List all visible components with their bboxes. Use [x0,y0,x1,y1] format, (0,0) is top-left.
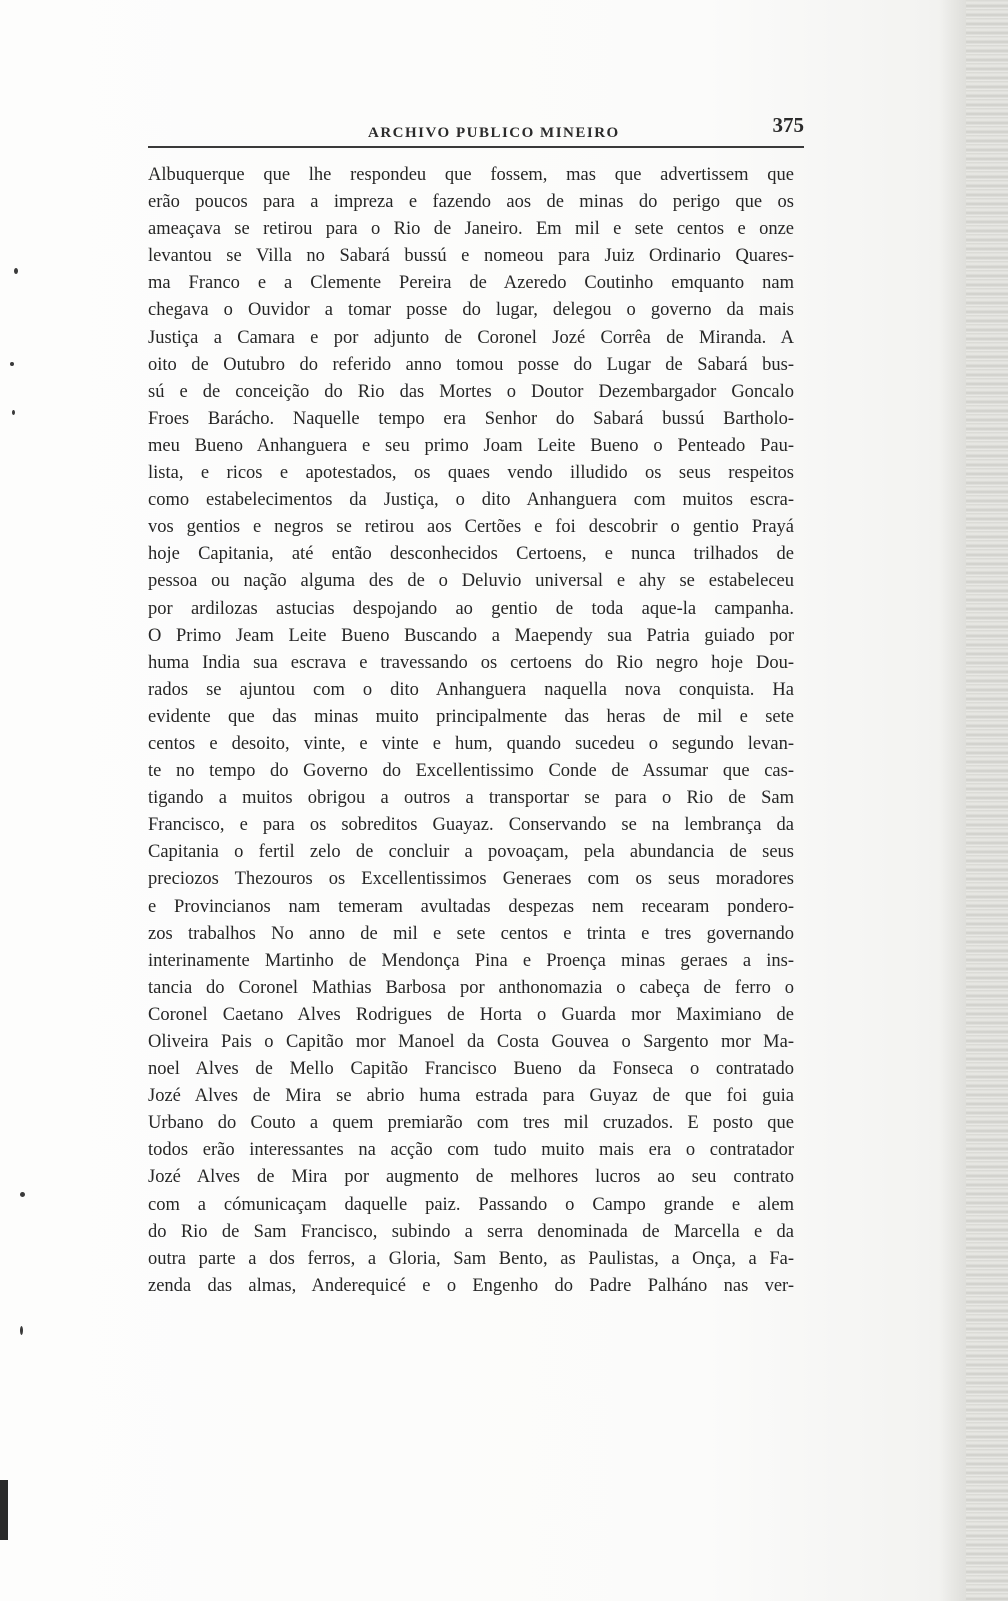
text-line: ameaçava se retirou para o Rio de Janeiro. Em mil e sete centos e onze [148,219,794,240]
margin-speck [20,1192,25,1197]
text-line: meu Bueno Anhanguera e seu primo Joam Leite Bueno o Penteado Pau- [148,435,794,456]
margin-speck [12,410,15,415]
text-line: oito de Outubro do referido anno tomou posse do Lugar de Sabará bus- [148,354,794,375]
running-title: ARCHIVO PUBLICO MINEIRO [368,125,620,141]
text-line: chegava o Ouvidor a tomar posse do lugar, delegou o governo da mais [148,300,794,321]
text-line: zos trabalhos No anno de mil e sete centos e trinta e tres governando [148,923,794,944]
text-line: Francisco, e para os sobreditos Guayaz. Conservando se na lembrança da [148,815,794,836]
margin-speck [10,362,14,366]
text-line: outra parte a dos ferros, a Gloria, Sam Bento, as Paulistas, a Onça, a Fa- [148,1248,794,1269]
text-line: Albuquerque que lhe respondeu que fossem, mas que advertissem que [148,165,794,185]
text-line: Justiça a Camara e por adjunto de Coronel Jozé Corrêa de Miranda. A [148,327,794,348]
text-line: lista, e ricos e apotestados, os quaes vendo illudido os seus respeitos [148,463,794,484]
text-line: com a cómunicaçam daquelle paiz. Passando o Campo grande e alem [148,1194,794,1215]
text-line: por ardilozas astucias despojando ao gentio de toda aque-la campanha. [148,598,794,619]
text-line: pessoa ou nação alguma des de o Deluvio universal e ahy se estabeleceu [148,571,794,592]
page-edge-shadow [940,0,966,1601]
text-line: como estabelecimentos da Justiça, o dito Anhanguera com muitos escra- [148,490,794,511]
scan-edge-mark [0,1480,8,1540]
header-rule [148,146,804,148]
text-line: rados se ajuntou com o dito Anhanguera naquella nova conquista. Ha [148,679,794,700]
text-line: O Primo Jeam Leite Bueno Buscando a Maependy sua Patria guiado por [148,625,794,646]
text-line: tigando a muitos obrigou a outros a transportar se para o Rio de Sam [148,788,794,809]
text-line: evidente que das minas muito principalmente das heras de mil e sete [148,706,794,727]
text-line: do Rio de Sam Francisco, subindo a serra denominada de Marcella e da [148,1221,794,1242]
text-line: interinamente Martinho de Mendonça Pina e Proença minas geraes a ins- [148,950,794,971]
text-line: te no tempo do Governo do Excellentissimo Conde de Assumar que cas- [148,761,794,782]
text-line: tancia do Coronel Mathias Barbosa por anthonomazia o cabeça de ferro o [148,977,794,998]
text-line: preciozos Thezouros os Excellentissimos Generaes com os seus moradores [148,869,794,890]
text-line: Jozé Alves de Mira se abrio huma estrada para Guyaz de que foi guia [148,1086,794,1107]
text-line: Jozé Alves de Mira por augmento de melhores lucros ao seu contrato [148,1167,794,1188]
text-line: huma India sua escrava e travessando os certoens do Rio negro hoje Dou- [148,652,794,673]
text-line: noel Alves de Mello Capitão Francisco Bueno da Fonseca o contratado [148,1059,794,1080]
margin-speck [20,1326,23,1335]
text-line: sú e de conceição do Rio das Mortes o Doutor Dezembargador Goncalo [148,381,794,402]
text-line: Coronel Caetano Alves Rodrigues de Horta o Guarda mor Maximiano de [148,1004,794,1025]
text-line: zenda das almas, Anderequicé e o Engenho do Padre Palháno nas ver- [148,1275,794,1296]
text-line: Froes Barácho. Naquelle tempo era Senhor do Sabará bussú Bartholo- [148,408,794,429]
body-text [148,162,794,1300]
text-line: centos e desoito, vinte, e vinte e hum, quando sucedeu o segundo levan- [148,733,794,754]
text-line: Urbano do Couto a quem premiarão com tres mil cruzados. E posto que [148,1113,794,1134]
text-line: ma Franco e a Clemente Pereira de Azeredo Coutinho emquanto nam [148,273,794,294]
text-line: e Provincianos nam temeram avultadas despezas nem recearam pondero- [148,896,794,917]
text-line: Oliveira Pais o Capitão mor Manoel da Costa Gouvea o Sargento mor Ma- [148,1032,794,1052]
text-line: levantou se Villa no Sabará bussú e nomeou para Juiz Ordinario Quares- [148,246,794,267]
text-line: todos erão interessantes na acção com tudo muito mais era o contratador [148,1140,794,1161]
text-line: hoje Capitania, até então desconhecidos Certoens, e nunca trilhados de [148,544,794,565]
margin-speck [14,268,18,274]
text-line: Capitania o fertil zelo de concluir a povoaçam, pela abundancia de seus [148,842,794,863]
running-header [148,113,804,147]
text-line: erão poucos para a impreza e fazendo aos de minas do perigo que os [148,192,794,213]
page-edge-binding [966,0,1008,1601]
text-line: vos gentios e negros se retirou aos Certões e foi descobrir o gentio Prayá [148,517,794,538]
page-number: 375 [772,113,804,137]
